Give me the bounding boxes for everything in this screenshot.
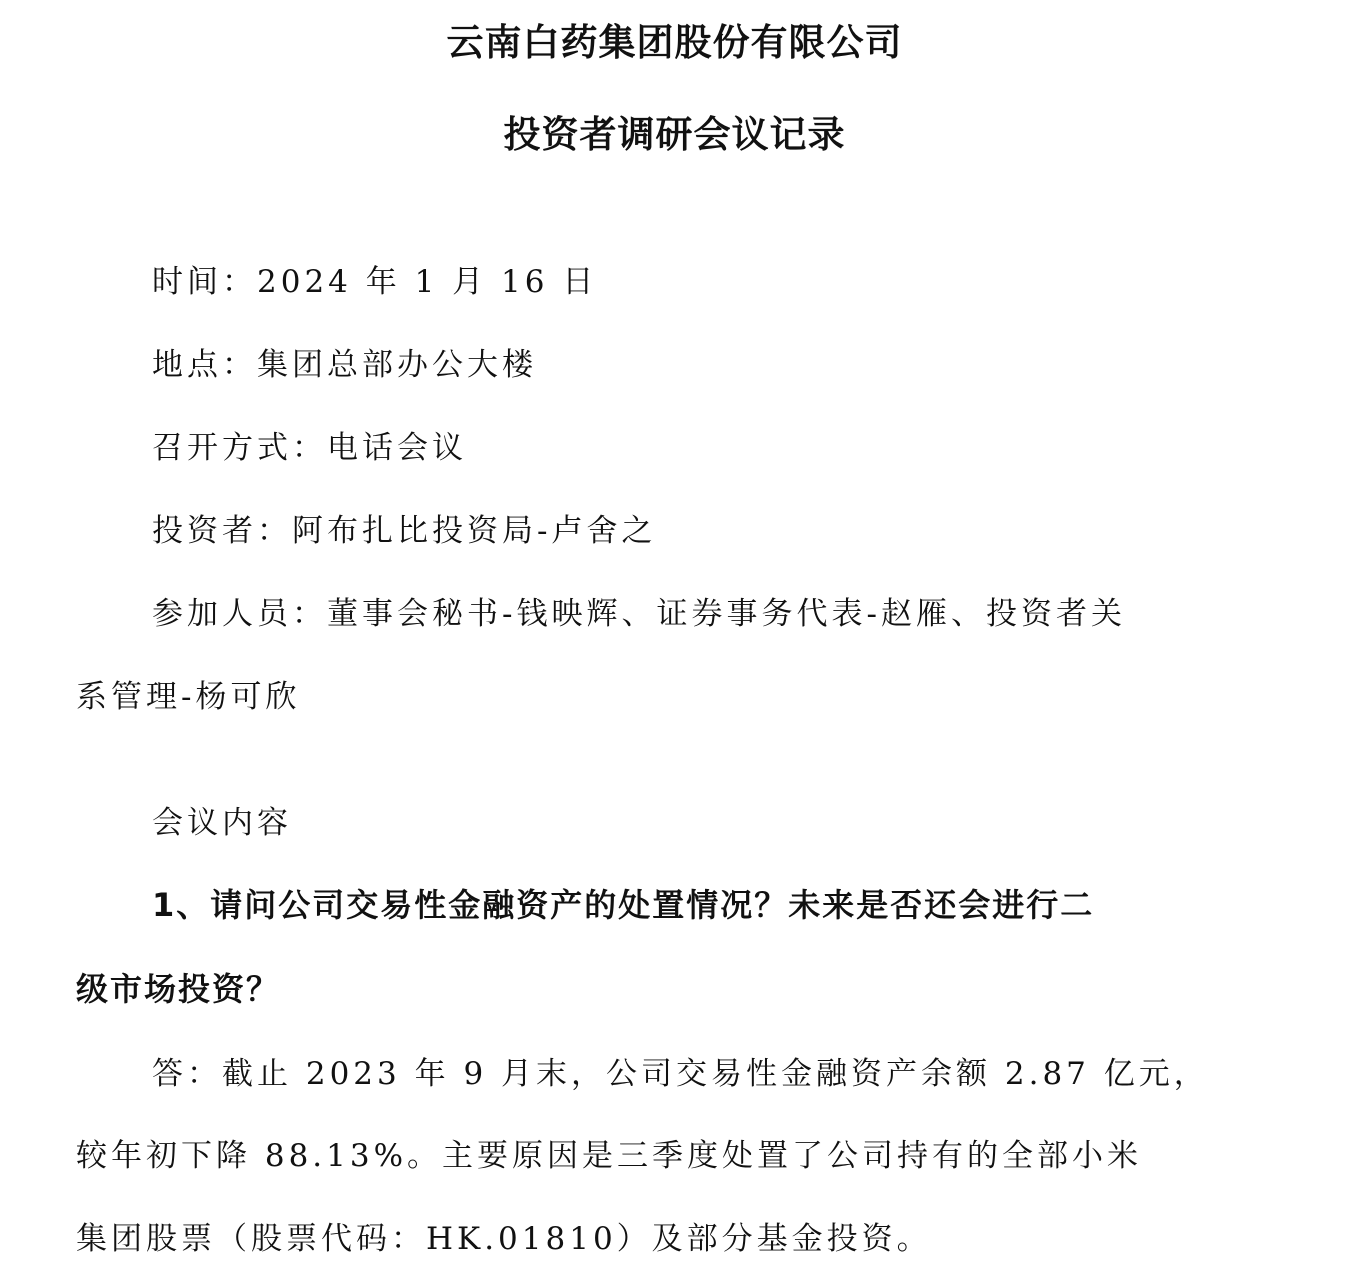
document-title: 投资者调研会议记录 [503,113,846,156]
meeting-location: 地点：集团总部办公大楼 [152,347,537,383]
participants-line-1: 参加人员：董事会秘书-钱映辉、证券事务代表-赵雁、投资者关 [152,596,1126,632]
company-title: 云南白药集团股份有限公司 [446,21,903,64]
participants-line-2: 系管理-杨可欣 [76,679,301,715]
meeting-investor: 投资者：阿布扎比投资局-卢舍之 [152,513,657,549]
meeting-time: 时间：2024 年 1 月 16 日 [152,264,598,300]
meeting-method: 召开方式：电话会议 [152,430,467,466]
question-1-line-2: 级市场投资？ [76,970,281,1008]
answer-1-line-3: 集团股票（股票代码：HK.01810）及部分基金投资。 [76,1221,932,1257]
question-1-line-1: 1、请问公司交易性金融资产的处置情况？未来是否还会进行二 [152,886,1095,924]
answer-1-line-2: 较年初下降 88.13%。主要原因是三季度处置了公司持有的全部小米 [76,1138,1143,1174]
section-heading: 会议内容 [152,805,292,841]
answer-1-line-1: 答：截止 2023 年 9 月末，公司交易性金融资产余额 2.87 亿元， [152,1056,1209,1092]
